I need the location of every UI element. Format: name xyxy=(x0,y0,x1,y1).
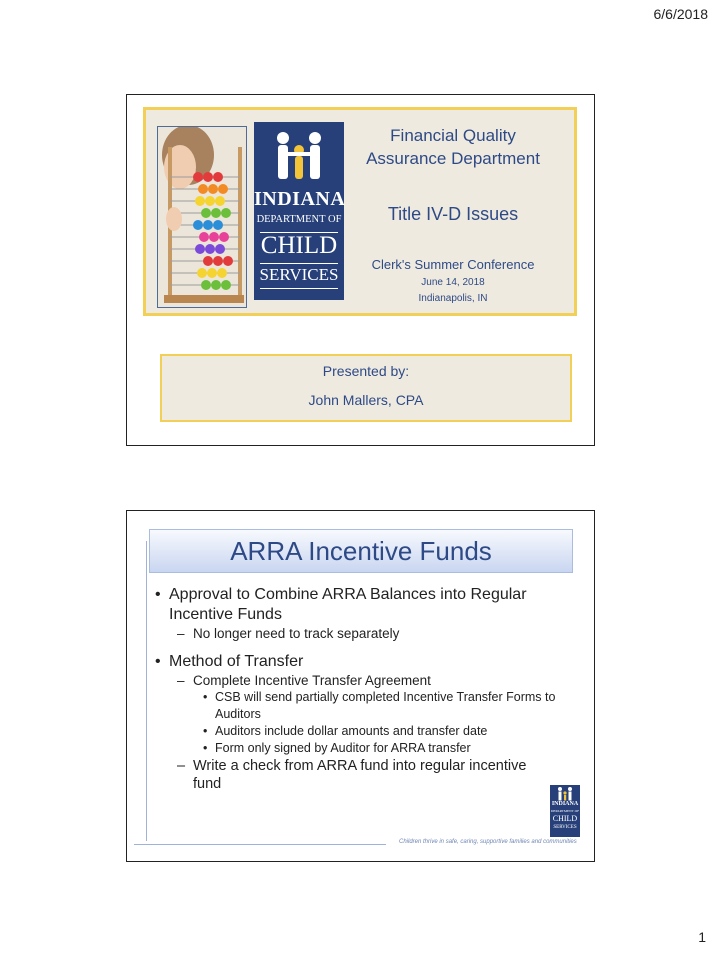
logo-divider xyxy=(260,288,338,289)
sub-bullet-item: – Complete Incentive Transfer Agreement xyxy=(155,672,575,689)
slide-title: ARRA Incentive Funds xyxy=(149,529,573,573)
child-abacus-photo xyxy=(157,126,247,308)
event-name: Clerk's Summer Conference xyxy=(371,257,535,272)
sub-sub-bullet-item: • Form only signed by Auditor for ARRA transfer xyxy=(155,740,575,757)
logo-line-department: DEPARTMENT OF xyxy=(550,809,580,813)
sub-bullet-item: – No longer need to track separately xyxy=(155,625,575,642)
family-figures-icon xyxy=(550,786,580,802)
logo-divider xyxy=(260,263,338,264)
event-date: June 14, 2018 xyxy=(421,277,485,288)
logo-line-indiana: INDIANA xyxy=(254,188,346,210)
logo-line-department: DEPARTMENT OF xyxy=(256,214,342,225)
department-title-line: Financial Quality xyxy=(390,126,516,145)
bullet-item: • Method of Transfer xyxy=(155,652,575,672)
department-title xyxy=(348,124,558,170)
decorative-vertical-rule xyxy=(146,541,147,841)
event-location: Indianapolis, IN xyxy=(418,293,488,304)
department-title-line: Assurance Department xyxy=(366,149,540,168)
decorative-horizontal-rule xyxy=(134,844,386,845)
bullet-list xyxy=(155,585,575,793)
sub-bullet-item: – Write a check from ARRA fund into regular incentive fund xyxy=(155,757,575,793)
presenter-panel xyxy=(160,354,572,422)
family-figures-icon xyxy=(271,130,327,189)
slide-arra-incentive-funds xyxy=(126,510,595,862)
presented-by-label: Presented by: xyxy=(322,363,410,379)
logo-line-child: CHILD xyxy=(260,232,338,259)
sub-sub-bullet-item: • CSB will send partially completed Incentive Transfer Forms to Auditors xyxy=(155,689,575,723)
logo-line-indiana: INDIANA xyxy=(551,801,579,807)
presenter-name: John Mallers, CPA xyxy=(308,392,424,408)
dcs-logo xyxy=(254,122,344,300)
sub-sub-bullet-item: • Auditors include dollar amounts and transfer date xyxy=(155,723,575,740)
logo-line-child: CHILD xyxy=(552,814,578,823)
presentation-subtitle: Title IV-D Issues xyxy=(387,204,519,224)
dcs-logo-small xyxy=(550,785,580,837)
logo-line-services: SERVICES xyxy=(259,265,339,284)
slide-tagline: Children thrive in safe, caring, supportive families and communities xyxy=(399,839,577,845)
slide-title xyxy=(126,94,595,446)
title-panel xyxy=(143,107,577,316)
handout-date: 6/6/2018 xyxy=(653,6,708,22)
page-number: 1 xyxy=(698,929,706,945)
bullet-item: • Approval to Combine ARRA Balances into Regular Incentive Funds xyxy=(155,585,575,625)
logo-line-services: SERVICES xyxy=(553,825,577,830)
